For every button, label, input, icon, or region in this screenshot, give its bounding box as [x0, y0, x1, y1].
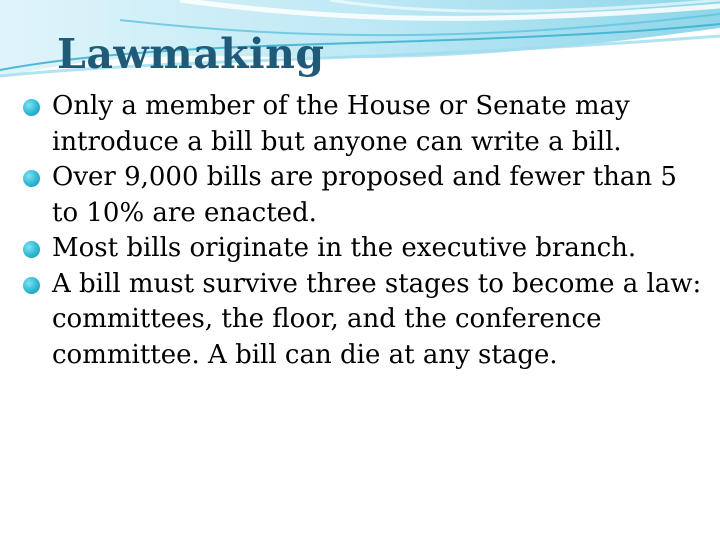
slide-title: Lawmaking	[57, 30, 325, 78]
bullet-text: A bill must survive three stages to become a law: committees, the floor, and the conference committee. A bill can die at any stage.	[52, 268, 702, 370]
bullet-item	[22, 160, 702, 231]
bullet-text: Most bills originate in the executive branch.	[52, 233, 637, 263]
bullet-dot-icon	[23, 277, 40, 294]
bullet-dot-icon	[23, 99, 40, 116]
bullet-dot-icon	[23, 170, 40, 187]
bullet-dot-icon	[23, 241, 40, 258]
bullet-text: Over 9,000 bills are proposed and fewer than 5 to 10% are enacted.	[52, 162, 677, 228]
bullet-text: Only a member of the House or Senate may introduce a bill but anyone can write a bill.	[52, 91, 630, 157]
bullet-item	[22, 89, 702, 160]
bullet-item	[22, 231, 702, 267]
bullet-list	[22, 89, 702, 373]
bullet-item	[22, 267, 702, 374]
